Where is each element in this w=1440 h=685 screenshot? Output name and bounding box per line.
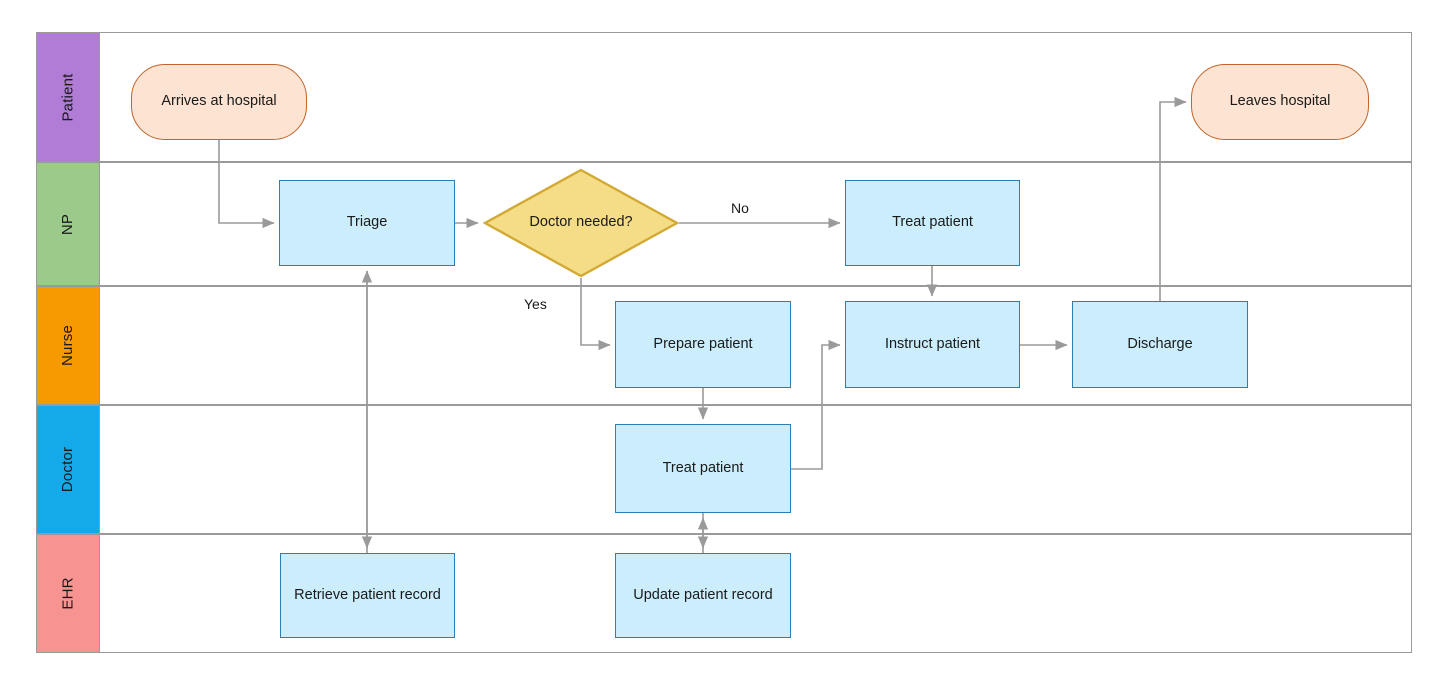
lane-label-np: NP	[59, 213, 77, 235]
edge-label-yes: Yes	[524, 296, 547, 312]
lane-header-patient	[36, 32, 100, 162]
node-label: Leaves hospital	[1229, 93, 1331, 110]
node-triage[interactable]	[279, 180, 455, 266]
node-label: Retrieve patient record	[294, 586, 441, 603]
node-label: Update patient record	[633, 586, 773, 603]
node-label: Instruct patient	[884, 335, 981, 352]
node-retrieve-patient-record[interactable]	[280, 553, 455, 638]
node-instruct-patient[interactable]	[845, 301, 1020, 388]
node-leaves-hospital[interactable]	[1191, 64, 1369, 140]
node-treat-patient-doctor[interactable]	[615, 424, 791, 513]
lane-header-doctor	[36, 405, 100, 534]
lane-label-patient: Patient	[59, 72, 77, 122]
node-treat-patient-np[interactable]	[845, 180, 1020, 266]
node-label: Triage	[346, 214, 388, 231]
node-label: Prepare patient	[653, 335, 753, 352]
edge-label-no: No	[731, 200, 749, 216]
node-label: Doctor needed?	[529, 214, 633, 231]
lane-label-ehr: EHR	[59, 577, 77, 610]
node-label: Treat patient	[892, 214, 973, 231]
node-update-patient-record[interactable]	[615, 553, 791, 638]
lane-label-nurse: Nurse	[59, 324, 77, 367]
node-prepare-patient[interactable]	[615, 301, 791, 388]
node-doctor-needed[interactable]	[483, 168, 679, 278]
node-label: Treat patient	[662, 459, 744, 476]
lane-label-doctor: Doctor	[59, 446, 77, 493]
lane-header-np	[36, 162, 100, 286]
node-label: Discharge	[1127, 335, 1193, 352]
node-discharge[interactable]	[1072, 301, 1248, 388]
node-arrives-at-hospital[interactable]	[131, 64, 307, 140]
lane-band-np	[36, 162, 1412, 286]
node-label: Arrives at hospital	[161, 93, 277, 110]
lane-header-nurse	[36, 286, 100, 405]
lane-header-ehr	[36, 534, 100, 653]
